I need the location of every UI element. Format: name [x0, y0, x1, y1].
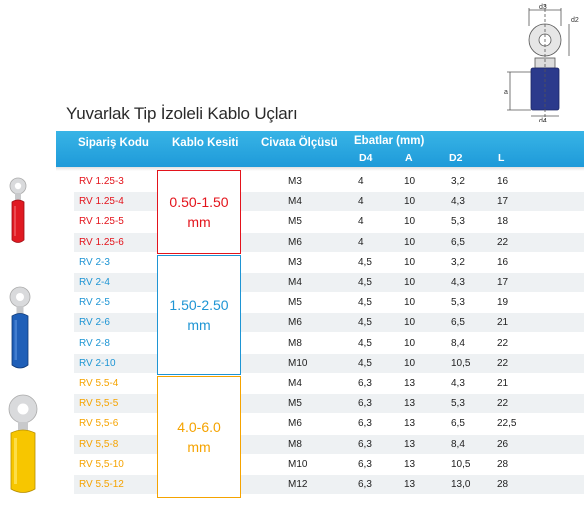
cell-d4: 4,5: [358, 357, 372, 369]
cell-code: RV 5,5-10: [79, 458, 124, 470]
cell-d4: 4,5: [358, 277, 372, 288]
cell-l: 19: [497, 297, 509, 309]
cell-code: RV 2-6: [79, 317, 110, 329]
cable-section-blue-unit: mm: [187, 317, 211, 333]
cell-d2: 4,3: [451, 277, 465, 288]
cell-l: 18: [497, 216, 509, 228]
cell-d4: 4,5: [358, 297, 372, 309]
cell-d2: 10,5: [451, 357, 471, 369]
cell-d2: 3,2: [451, 256, 465, 268]
cell-bolt: M4: [288, 277, 302, 288]
cell-l: 28: [497, 479, 509, 490]
table-row: [74, 192, 584, 211]
table-row: [74, 293, 584, 312]
cell-code: RV 2-5: [79, 297, 110, 309]
cell-bolt: M5: [288, 398, 302, 410]
cell-d4: 6,3: [358, 438, 372, 450]
cell-code: RV 1.25-6: [79, 236, 124, 248]
header-cable-section: Kablo Kesiti: [172, 137, 239, 149]
cable-section-red-unit: mm: [187, 214, 211, 230]
cell-a: 10: [404, 277, 416, 288]
table-row: [74, 313, 584, 332]
cell-code: RV 5,5-8: [79, 438, 119, 450]
table-row: [74, 374, 584, 393]
table-row: [74, 475, 584, 494]
diagram-label-d2: d2: [571, 17, 579, 24]
cell-bolt: M4: [288, 196, 302, 208]
table-row: [74, 172, 584, 191]
cell-bolt: M6: [288, 236, 302, 248]
diagram-label-a: a: [504, 89, 508, 96]
cell-bolt: M3: [288, 256, 302, 268]
cell-a: 10: [404, 196, 416, 208]
header-bolt-size: Civata Ölçüsü: [261, 137, 338, 149]
cell-a: 13: [404, 418, 416, 430]
cell-bolt: M12: [288, 479, 308, 490]
cell-d2: 3,2: [451, 176, 465, 187]
cell-d2: 6,5: [451, 317, 465, 329]
cell-d4: 6,3: [358, 378, 372, 389]
cell-d2: 6,5: [451, 236, 465, 248]
cell-code: RV 1.25-4: [79, 196, 124, 208]
cell-l: 16: [497, 176, 509, 187]
cell-d2: 8,4: [451, 337, 465, 349]
cell-a: 13: [404, 398, 416, 410]
table-row: [74, 354, 584, 373]
cell-a: 10: [404, 297, 416, 309]
table-row: [74, 394, 584, 413]
cell-a: 10: [404, 256, 416, 268]
cell-d2: 4,3: [451, 196, 465, 208]
diagram-label-d4: d4: [539, 118, 547, 122]
cell-l: 22: [497, 357, 509, 369]
cell-bolt: M8: [288, 438, 302, 450]
cell-d2: 13,0: [451, 479, 471, 490]
table-row: [74, 435, 584, 454]
cell-code: RV 5.5-12: [79, 479, 124, 490]
cell-l: 21: [497, 317, 509, 329]
cell-a: 13: [404, 458, 416, 470]
diagram-label-d3: d3: [539, 4, 547, 11]
header-a: A: [405, 152, 413, 164]
cell-a: 10: [404, 357, 416, 369]
cell-d2: 10,5: [451, 458, 471, 470]
blue-ring-terminal-image: [8, 285, 32, 371]
header-order-code: Sipariş Kodu: [78, 137, 149, 149]
cell-a: 10: [404, 236, 416, 248]
cell-bolt: M10: [288, 458, 308, 470]
cell-d4: 4,5: [358, 337, 372, 349]
cell-code: RV 5,5-6: [79, 418, 119, 430]
cell-bolt: M8: [288, 337, 302, 349]
cell-d4: 6,3: [358, 458, 372, 470]
cell-code: RV 1.25-3: [79, 176, 124, 187]
cell-d4: 4,5: [358, 256, 372, 268]
table-row: [74, 273, 584, 292]
cable-section-blue-value: 1.50-2.50: [169, 297, 229, 313]
cell-bolt: M6: [288, 418, 302, 430]
table-row: [74, 334, 584, 353]
table-row: [74, 414, 584, 433]
cell-d2: 5,3: [451, 398, 465, 410]
cell-l: 17: [497, 196, 509, 208]
page-title: Yuvarlak Tip İzoleli Kablo Uçları: [66, 104, 298, 123]
table-header: [56, 131, 584, 167]
cell-a: 10: [404, 317, 416, 329]
cable-section-yellow-unit: mm: [187, 439, 211, 455]
cell-bolt: M5: [288, 216, 302, 228]
cell-bolt: M6: [288, 317, 302, 329]
header-d4: D4: [359, 152, 373, 164]
cell-a: 13: [404, 438, 416, 450]
cell-d4: 4: [358, 236, 364, 248]
cell-d4: 4: [358, 176, 364, 187]
cable-section-yellow-value: 4.0-6.0: [177, 419, 221, 435]
cell-a: 13: [404, 378, 416, 389]
cell-d2: 8,4: [451, 438, 465, 450]
cell-l: 26: [497, 438, 509, 450]
cell-l: 21: [497, 378, 509, 389]
cell-bolt: M5: [288, 297, 302, 309]
cell-code: RV 2-4: [79, 277, 110, 288]
cell-a: 10: [404, 176, 416, 187]
cable-section-blue: [157, 255, 241, 375]
header-d2: D2: [449, 152, 463, 164]
cell-d4: 4: [358, 196, 364, 208]
cell-l: 22: [497, 236, 509, 248]
cell-code: RV 5,5-5: [79, 398, 119, 410]
cell-code: RV 2-8: [79, 337, 110, 349]
cell-bolt: M10: [288, 357, 308, 369]
cell-d4: 4,5: [358, 317, 372, 329]
cell-d4: 6,3: [358, 418, 372, 430]
cable-section-yellow: [157, 376, 241, 498]
table-row: [74, 212, 584, 231]
table-row: [74, 253, 584, 272]
cell-d2: 5,3: [451, 216, 465, 228]
cell-d2: 6,5: [451, 418, 465, 430]
table-row: [74, 455, 584, 474]
header-l: L: [498, 152, 505, 164]
cell-l: 16: [497, 256, 509, 268]
cell-l: 22,5: [497, 418, 517, 430]
cell-d2: 4,3: [451, 378, 465, 389]
cell-l: 22: [497, 398, 509, 410]
table-row: [74, 233, 584, 252]
dimension-diagram: [495, 2, 584, 122]
cell-l: 28: [497, 458, 509, 470]
header-dimensions: Ebatlar (mm): [354, 135, 425, 147]
cell-code: RV 1.25-5: [79, 216, 124, 228]
cell-a: 10: [404, 216, 416, 228]
cell-d4: 6,3: [358, 398, 372, 410]
cell-a: 13: [404, 479, 416, 490]
cell-d4: 4: [358, 216, 364, 228]
cell-code: RV 2-10: [79, 357, 116, 369]
cable-section-red: [157, 170, 241, 254]
cell-d2: 5,3: [451, 297, 465, 309]
cell-l: 17: [497, 277, 509, 288]
cell-code: RV 5.5-4: [79, 378, 119, 389]
yellow-ring-terminal-image: [6, 392, 40, 496]
cell-bolt: M4: [288, 378, 302, 389]
cell-a: 10: [404, 337, 416, 349]
cell-bolt: M3: [288, 176, 302, 187]
cable-section-red-value: 0.50-1.50: [169, 194, 229, 210]
cell-l: 22: [497, 337, 509, 349]
cell-d4: 6,3: [358, 479, 372, 490]
cell-code: RV 2-3: [79, 256, 110, 268]
red-ring-terminal-image: [8, 176, 28, 246]
